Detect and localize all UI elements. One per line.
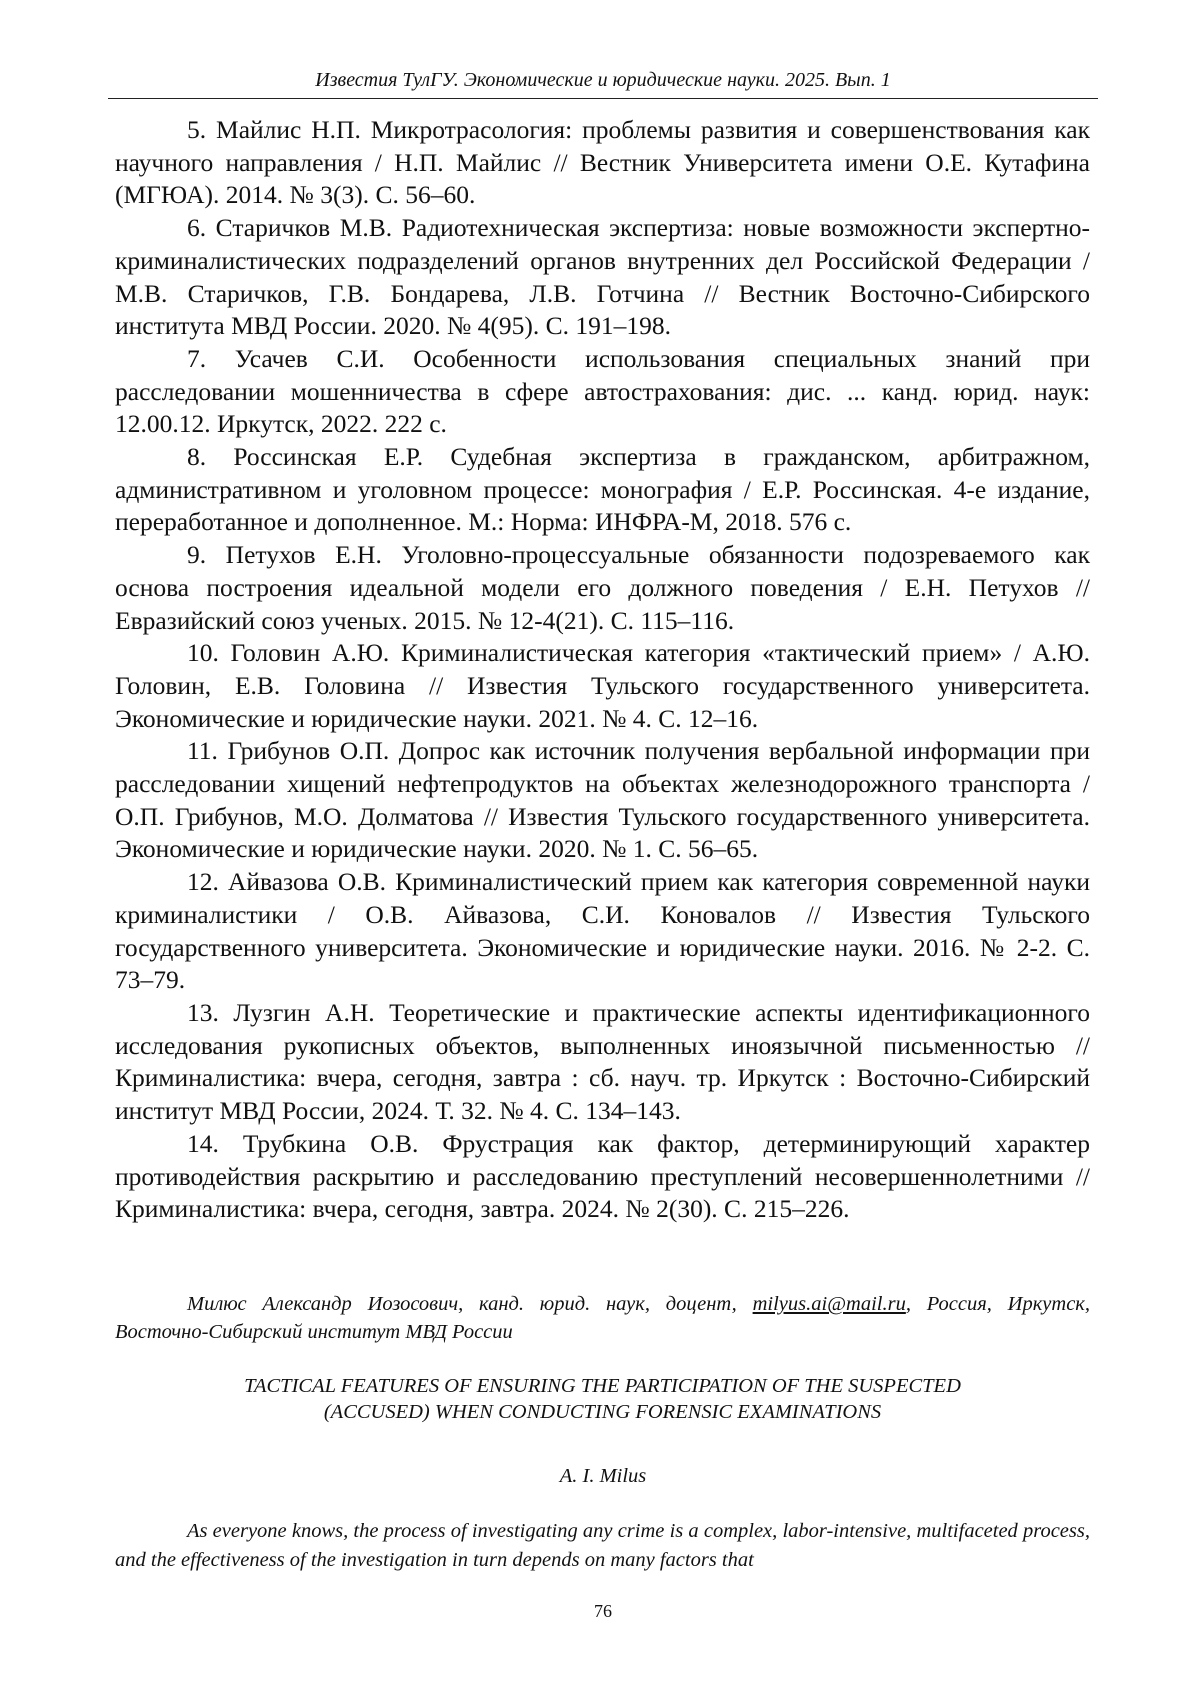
reference-item: 11. Грибунов О.П. Допрос как источник получения вербальной информации при расследовании хищений нефтепродуктов на объектах железнодорожного транспорта / О.П. Грибунов, М.О. Долматова // Известия Тульского государственного университета. Экономические и юридические науки. 2020. № 1. С. 56–65. — [115, 736, 1090, 864]
english-title — [140, 1373, 1065, 1425]
reference-item: 10. Головин А.Ю. Криминалистическая категория «тактический прием» / А.Ю. Головин, Е.В. Головина // Известия Тульского государственного университета. Экономические и юридические науки. 2021. № 4. С. 12–16. — [115, 638, 1090, 733]
abstract-text: As everyone knows, the process of investigating any crime is a complex, labor-intensive, multifaceted process, and the effectiveness of the investigation in turn depends on many factors that — [115, 1520, 1090, 1571]
english-author: A. I. Milus — [559, 1465, 647, 1487]
author-info-suffix: , Россия, Иркутск, Восточно-Сибирский институт МВД России — [115, 1293, 1091, 1343]
reference-item: 12. Айвазова О.В. Криминалистический прием как категория современной науки криминалистики / О.В. Айвазова, С.И. Коновалов // Известия Тульского государственного университета. Экономические и юридические науки. 2016. № 2-2. С. 73–79. — [115, 867, 1090, 995]
reference-item: 5. Майлис Н.П. Микротрасология: проблемы развития и совершенствования как научного направления / Н.П. Майлис // Вестник Университета имени О.Е. Кутафина (МГЮА). 2014. № 3(3). С. 56–60. — [115, 115, 1090, 210]
reference-item: 13. Лузгин А.Н. Теоретические и практические аспекты идентификационного исследования рукописных объектов, выполненных иноязычной письменностью // Криминалистика: вчера, сегодня, завтра : сб. науч. тр. Иркутск : Восточно-Сибирский институт МВД России, 2024. Т. 32. № 4. С. 134–143. — [115, 997, 1090, 1126]
reference-item: 8. Россинская Е.Р. Судебная экспертиза в гражданском, арбитражном, административном и уголовном процессе: монография / Е.Р. Россинская. 4-е издание, переработанное и дополненное. М.: Норма: ИНФРА-М, 2018. 576 с. — [115, 442, 1090, 537]
reference-item: 14. Трубкина О.В. Фрустрация как фактор, детерминирующий характер противодействия раскрытию и расследованию преступлений несовершеннолетними // Криминалистика: вчера, сегодня, завтра. 2024. № 2(30). С. 215–226. — [115, 1128, 1090, 1224]
english-title-line-1: TACTICAL FEATURES OF ENSURING THE PARTICIPATION OF THE SUSPECTED — [244, 1375, 961, 1397]
reference-item: 6. Старичков М.В. Радиотехническая экспертиза: новые возможности экспертно-криминалистических подразделений органов внутренних дел Российской Федерации / М.В. Старичков, Г.В. Бондарева, Л.В. Готчина // Вестник Восточно-Сибирского института МВД России. 2020. № 4(95). С. 191–198. — [115, 213, 1090, 341]
author-info — [115, 1290, 1090, 1346]
header-rule — [108, 98, 1098, 99]
page-number: 76 — [594, 1601, 612, 1621]
reference-list — [115, 114, 1090, 1226]
author-email-link[interactable]: milyus.ai@mail.ru — [752, 1293, 906, 1315]
reference-item: 9. Петухов Е.Н. Уголовно-процессуальные обязанности подозреваемого как основа построения идеальной модели его должного поведения / Е.Н. Петухов // Евразийский союз ученых. 2015. № 12-4(21). С. 115–116. — [115, 540, 1090, 635]
author-info-prefix: Милюс Александр Иозосович, канд. юрид. наук, доцент, — [187, 1293, 753, 1315]
running-head: Известия ТулГУ. Экономические и юридические науки. 2025. Вып. 1 — [315, 69, 891, 91]
reference-item: 7. Усачев С.И. Особенности использования специальных знаний при расследовании мошенничества в сфере автострахования: дис. ... канд. юрид. наук: 12.00.12. Иркутск, 2022. 222 с. — [115, 343, 1090, 439]
english-title-line-2: (ACCUSED) WHEN CONDUCTING FORENSIC EXAMINATIONS — [323, 1401, 882, 1423]
